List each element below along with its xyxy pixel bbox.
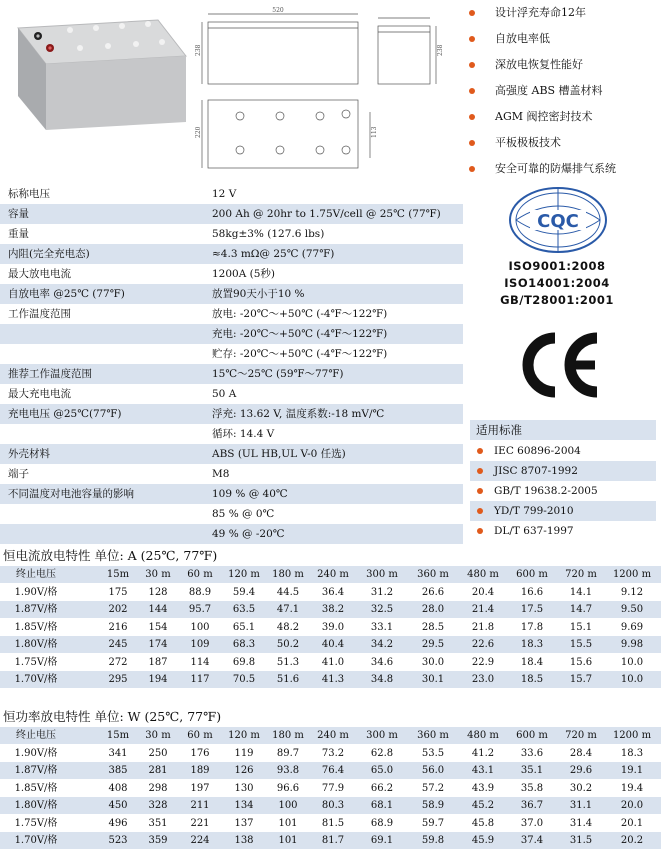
- table-cell: 9.69: [620, 621, 644, 633]
- spec-row: [0, 484, 463, 504]
- bullet-icon: [469, 10, 475, 16]
- table-cell: 18.3: [620, 747, 644, 759]
- table-cell: 100: [190, 621, 210, 633]
- table-cell: 221: [190, 817, 210, 829]
- spec-row: [0, 224, 463, 244]
- table-cell: 21.4: [471, 604, 495, 615]
- standard-item: JISC 8707-1992: [470, 461, 656, 481]
- table-cell: 45.8: [471, 817, 495, 829]
- spec-row: [0, 464, 463, 484]
- column-header: 300 m: [366, 730, 398, 741]
- column-header: 15m: [106, 569, 130, 580]
- table-cell: 30.0: [421, 656, 445, 668]
- spec-label: 最大放电电流: [8, 268, 71, 280]
- table-cell: 17.5: [520, 604, 544, 615]
- table-cell: 328: [148, 800, 168, 811]
- spec-row: [0, 264, 463, 284]
- table-cell: 134: [234, 800, 254, 811]
- table-cell: 59.8: [421, 835, 445, 846]
- column-header: 720 m: [565, 730, 597, 741]
- spec-row: [0, 244, 463, 264]
- table-cell: 137: [234, 817, 254, 829]
- column-header: 180 m: [272, 730, 304, 741]
- table-cell: 33.1: [370, 621, 394, 633]
- row-label: 1.70V/格: [14, 835, 58, 846]
- table-row: [0, 654, 661, 671]
- table-cell: 48.2: [276, 621, 300, 633]
- row-label: 1.80V/格: [14, 639, 58, 650]
- table-cell: 22.9: [471, 656, 495, 668]
- table-cell: 89.7: [276, 747, 300, 759]
- spec-value: 49 % @ -20℃: [212, 528, 285, 540]
- table-cell: 9.98: [620, 639, 644, 650]
- table-cell: 9.12: [620, 586, 644, 598]
- ce-mark: [515, 330, 605, 400]
- table-cell: 38.2: [321, 604, 345, 615]
- table-cell: 100: [278, 800, 298, 811]
- cert-gbt28001: GB/T28001:2001: [500, 293, 614, 307]
- standard-item: YD/T 799-2010: [470, 501, 656, 521]
- table-cell: 119: [234, 747, 254, 759]
- column-header: 60 m: [187, 730, 213, 741]
- table-cell: 39.0: [321, 621, 345, 633]
- column-header: 终止电压: [16, 569, 56, 580]
- table-cell: 43.1: [471, 765, 495, 776]
- table-cell: 20.0: [620, 800, 644, 811]
- table-cell: 36.7: [520, 800, 544, 811]
- table-cell: 59.7: [421, 817, 445, 829]
- column-header: 终止电压: [16, 730, 56, 741]
- table-cell: 15.1: [569, 621, 593, 633]
- table-row: [0, 619, 661, 636]
- column-header: 1200 m: [612, 730, 652, 741]
- table-cell: 341: [108, 747, 128, 759]
- spec-value: 200 Ah @ 20hr to 1.75V/cell @ 25℃ (77℉): [212, 208, 441, 220]
- spec-row: [0, 524, 463, 544]
- spec-row: [0, 184, 463, 204]
- spec-value: 循环: 14.4 V: [212, 428, 275, 440]
- table-cell: 359: [148, 835, 168, 846]
- column-header: 240 m: [317, 730, 349, 741]
- table-cell: 30.2: [569, 782, 593, 794]
- table-cell: 20.1: [620, 817, 644, 829]
- table-cell: 189: [190, 765, 210, 776]
- table-cell: 523: [108, 835, 128, 846]
- spec-row: [0, 304, 463, 324]
- table-cell: 70.5: [232, 674, 256, 685]
- spec-value: ABS (UL HB,UL V-0 任选): [212, 448, 346, 460]
- feature-item: 设计浮充寿命12年: [463, 0, 661, 26]
- table-cell: 22.6: [471, 639, 495, 650]
- spec-row: [0, 204, 463, 224]
- spec-value: 15℃～25℃ (59℉～77℉): [212, 368, 344, 380]
- feature-item: 自放电率低: [463, 26, 661, 52]
- column-header: 30 m: [145, 730, 171, 741]
- feature-item: 平板极板技术: [463, 130, 661, 156]
- table-cell: 114: [190, 656, 210, 668]
- table-cell: 128: [148, 586, 168, 598]
- spec-value: 12 V: [212, 188, 237, 200]
- table-cell: 65.0: [370, 765, 394, 776]
- table-cell: 31.5: [569, 835, 593, 846]
- column-header: 300 m: [366, 569, 398, 580]
- bullet-icon: [477, 468, 483, 474]
- spec-row: [0, 384, 463, 404]
- table-cell: 211: [190, 800, 210, 811]
- table-cell: 23.0: [471, 674, 495, 685]
- table-cell: 69.1: [370, 835, 394, 846]
- table-row: [0, 745, 661, 762]
- table-cell: 53.5: [421, 747, 445, 759]
- spec-row: [0, 504, 463, 524]
- table-cell: 250: [148, 747, 168, 759]
- table-cell: 14.1: [569, 586, 593, 598]
- spec-label: 重量: [8, 228, 29, 240]
- spec-value: ≈4.3 mΩ@ 25℃ (77℉): [212, 248, 335, 260]
- spec-label: 不同温度对电池容量的影响: [8, 488, 134, 500]
- table-cell: 28.0: [421, 604, 445, 615]
- table-cell: 29.5: [421, 639, 445, 650]
- row-label: 1.85V/格: [14, 782, 58, 794]
- spec-label: 容量: [8, 208, 29, 220]
- table-cell: 51.3: [276, 656, 300, 668]
- table-cell: 197: [190, 782, 210, 794]
- spec-value: 贮存: -20℃～+50℃ (-4℉～122℉): [212, 348, 388, 360]
- spec-row: [0, 404, 463, 424]
- table-cell: 224: [190, 835, 210, 846]
- spec-label: 充电电压 @25℃(77℉): [8, 408, 122, 420]
- bullet-icon: [469, 114, 475, 120]
- table-cell: 351: [148, 817, 168, 829]
- table-cell: 20.4: [471, 586, 495, 598]
- table-cell: 295: [108, 674, 128, 685]
- cqc-logo: [508, 186, 608, 254]
- spec-row: [0, 344, 463, 364]
- spec-label: 标称电压: [8, 188, 50, 200]
- table-cell: 281: [148, 765, 168, 776]
- table-cell: 57.2: [421, 782, 445, 794]
- column-header: 30 m: [145, 569, 171, 580]
- spec-row: [0, 284, 463, 304]
- table-cell: 28.5: [421, 621, 445, 633]
- table-cell: 175: [108, 586, 128, 598]
- spec-row: [0, 424, 463, 444]
- table-cell: 68.9: [370, 817, 394, 829]
- product-area: [0, 0, 463, 180]
- spec-value: 58kg±3% (127.6 lbs): [212, 228, 325, 240]
- spec-value: 充电: -20℃～+50℃ (-4℉～122℉): [212, 328, 388, 340]
- table-cell: 65.1: [232, 621, 256, 633]
- table-cell: 37.4: [520, 835, 544, 846]
- table-cell: 81.7: [321, 835, 345, 846]
- table-cell: 101: [278, 817, 298, 829]
- row-label: 1.75V/格: [14, 656, 58, 668]
- bullet-icon: [469, 140, 475, 146]
- table-cell: 59.4: [232, 586, 256, 598]
- table-cell: 187: [148, 656, 168, 668]
- bullet-icon: [477, 488, 483, 494]
- spec-value: 放置90天小于10 %: [212, 288, 305, 300]
- spec-label: 外壳材料: [8, 448, 50, 460]
- table-cell: 32.5: [370, 604, 394, 615]
- standard-item: GB/T 19638.2-2005: [470, 481, 656, 501]
- table-cell: 80.3: [321, 800, 345, 811]
- table-cell: 202: [108, 604, 128, 615]
- table-cell: 28.4: [569, 747, 593, 759]
- table-cell: 15.6: [569, 656, 593, 668]
- cert-iso14001: ISO14001:2004: [504, 276, 610, 290]
- row-label: 1.87V/格: [14, 604, 58, 615]
- feature-item: 高强度 ABS 槽盖材料: [463, 78, 661, 104]
- table-cell: 14.7: [569, 604, 593, 615]
- table-cell: 298: [148, 782, 168, 794]
- table-cell: 10.0: [620, 674, 644, 685]
- table-cell: 41.0: [321, 656, 345, 668]
- table-cell: 37.0: [520, 817, 544, 829]
- spec-value: 浮充: 13.62 V, 温度系数:-18 mV/℃: [212, 408, 385, 420]
- spec-value: M8: [212, 468, 230, 480]
- standard-item: DL/T 637-1997: [470, 521, 656, 541]
- table-cell: 45.9: [471, 835, 495, 846]
- table-cell: 31.1: [569, 800, 593, 811]
- column-header: 60 m: [187, 569, 213, 580]
- row-label: 1.70V/格: [14, 674, 58, 685]
- spec-value: 109 % @ 40℃: [212, 488, 288, 500]
- table-cell: 95.7: [188, 604, 212, 615]
- table-row: [0, 762, 661, 779]
- bullet-icon: [477, 508, 483, 514]
- table-cell: 30.1: [421, 674, 445, 685]
- table-cell: 35.1: [520, 765, 544, 776]
- spec-label: 内阻(完全充电态): [8, 248, 90, 260]
- table-cell: 47.1: [276, 604, 300, 615]
- table-cell: 109: [190, 639, 210, 650]
- current-table-title: 恒电流放电特性 单位: A (25℃, 77℉): [3, 548, 218, 563]
- column-header: 360 m: [417, 569, 449, 580]
- spec-row: [0, 324, 463, 344]
- column-header: 600 m: [516, 569, 548, 580]
- column-header: 360 m: [417, 730, 449, 741]
- feature-item: AGM 阀控密封技术: [463, 104, 661, 130]
- row-label: 1.90V/格: [14, 747, 58, 759]
- standards-header: 适用标准: [470, 420, 656, 440]
- dim-width: 220: [195, 126, 202, 138]
- column-header: 480 m: [467, 730, 499, 741]
- table-cell: 34.8: [370, 674, 394, 685]
- table-cell: 16.6: [520, 586, 544, 598]
- dimension-drawings: [196, 0, 458, 180]
- row-label: 1.80V/格: [14, 800, 58, 811]
- table-header-row: [0, 727, 661, 744]
- column-header: 480 m: [467, 569, 499, 580]
- spec-label: 推荐工作温度范围: [8, 368, 92, 380]
- table-cell: 450: [108, 800, 128, 811]
- table-cell: 9.50: [620, 604, 644, 615]
- table-row: [0, 601, 661, 618]
- table-cell: 117: [190, 674, 210, 685]
- table-cell: 36.4: [321, 586, 345, 598]
- table-cell: 138: [234, 835, 254, 846]
- table-cell: 15.7: [569, 674, 593, 685]
- table-cell: 245: [108, 639, 128, 650]
- spec-value: 85 % @ 0℃: [212, 508, 275, 520]
- row-label: 1.87V/格: [14, 765, 58, 776]
- bullet-icon: [477, 528, 483, 534]
- spec-label: 最大充电电流: [8, 388, 71, 400]
- table-cell: 51.6: [276, 674, 300, 685]
- column-header: 240 m: [317, 569, 349, 580]
- table-cell: 76.4: [321, 765, 345, 776]
- table-cell: 19.1: [620, 765, 644, 776]
- spec-value: 放电: -20℃～+50℃ (-4℉～122℉): [212, 308, 388, 320]
- row-label: 1.90V/格: [14, 586, 58, 598]
- table-cell: 31.4: [569, 817, 593, 829]
- battery-photo: [8, 18, 188, 133]
- dim-length: 520: [272, 7, 284, 14]
- table-cell: 58.9: [421, 800, 445, 811]
- table-cell: 18.4: [520, 656, 544, 668]
- bullet-icon: [469, 36, 475, 42]
- table-cell: 45.2: [471, 800, 495, 811]
- table-cell: 41.2: [471, 747, 495, 759]
- spec-row: [0, 444, 463, 464]
- table-cell: 26.6: [421, 586, 445, 598]
- table-cell: 35.8: [520, 782, 544, 794]
- table-cell: 408: [108, 782, 128, 794]
- table-cell: 81.5: [321, 817, 345, 829]
- table-cell: 77.9: [321, 782, 345, 794]
- feature-list: [463, 0, 661, 186]
- table-cell: 96.6: [276, 782, 300, 794]
- column-header: 120 m: [228, 569, 260, 580]
- table-header-row: [0, 566, 661, 583]
- table-cell: 41.3: [321, 674, 345, 685]
- table-cell: 144: [148, 604, 168, 615]
- table-cell: 34.6: [370, 656, 394, 668]
- table-cell: 18.3: [520, 639, 544, 650]
- bullet-icon: [469, 88, 475, 94]
- table-cell: 126: [234, 765, 254, 776]
- column-header: 720 m: [565, 569, 597, 580]
- table-cell: 33.6: [520, 747, 544, 759]
- table-cell: 43.9: [471, 782, 495, 794]
- table-cell: 93.8: [276, 765, 300, 776]
- dim-height: 238: [195, 44, 202, 56]
- table-cell: 68.1: [370, 800, 394, 811]
- column-header: 15m: [106, 730, 130, 741]
- table-cell: 73.2: [321, 747, 345, 759]
- table-cell: 194: [148, 674, 168, 685]
- table-cell: 56.0: [421, 765, 445, 776]
- table-cell: 15.5: [569, 639, 593, 650]
- table-row: [0, 671, 661, 688]
- table-cell: 62.8: [370, 747, 394, 759]
- table-row: [0, 636, 661, 653]
- table-cell: 385: [108, 765, 128, 776]
- row-label: 1.75V/格: [14, 817, 58, 829]
- table-cell: 50.2: [276, 639, 300, 650]
- table-cell: 10.0: [620, 656, 644, 668]
- table-row: [0, 797, 661, 814]
- table-cell: 130: [234, 782, 254, 794]
- spec-value: 1200A (5秒): [212, 268, 276, 280]
- table-row: [0, 832, 661, 849]
- bullet-icon: [469, 62, 475, 68]
- table-cell: 34.2: [370, 639, 394, 650]
- table-cell: 174: [148, 639, 168, 650]
- cert-iso9001: ISO9001:2008: [508, 259, 606, 273]
- spec-label: 自放电率 @25℃ (77℉): [8, 288, 125, 300]
- table-cell: 272: [108, 656, 128, 668]
- dim-height2: 238: [437, 44, 444, 56]
- column-header: 600 m: [516, 730, 548, 741]
- table-cell: 44.5: [276, 586, 300, 598]
- table-row: [0, 780, 661, 797]
- table-cell: 68.3: [232, 639, 256, 650]
- table-row: [0, 815, 661, 832]
- column-header: 1200 m: [612, 569, 652, 580]
- table-cell: 496: [108, 817, 128, 829]
- table-cell: 63.5: [232, 604, 256, 615]
- table-cell: 101: [278, 835, 298, 846]
- bullet-icon: [477, 448, 483, 454]
- table-cell: 18.5: [520, 674, 544, 685]
- row-label: 1.85V/格: [14, 621, 58, 633]
- spec-label: 端子: [8, 468, 29, 480]
- power-table-title: 恒功率放电特性 单位: W (25℃, 77℉): [3, 709, 222, 724]
- table-cell: 66.2: [370, 782, 394, 794]
- spec-row: [0, 364, 463, 384]
- table-cell: 216: [108, 621, 128, 633]
- table-cell: 21.8: [471, 621, 495, 633]
- table-cell: 176: [190, 747, 210, 759]
- table-cell: 19.4: [620, 782, 644, 794]
- feature-item: 深放电恢复性能好: [463, 52, 661, 78]
- table-row: [0, 584, 661, 601]
- bullet-icon: [469, 166, 475, 172]
- column-header: 180 m: [272, 569, 304, 580]
- column-header: 120 m: [228, 730, 260, 741]
- table-cell: 31.2: [370, 586, 394, 598]
- standard-item: IEC 60896-2004: [470, 441, 656, 461]
- table-cell: 17.8: [520, 621, 544, 633]
- spec-value: 50 A: [212, 388, 237, 400]
- spec-label: 工作温度范围: [8, 308, 71, 320]
- table-cell: 29.6: [569, 765, 593, 776]
- table-cell: 69.8: [232, 656, 256, 668]
- table-cell: 20.2: [620, 835, 644, 846]
- table-cell: 154: [148, 621, 168, 633]
- table-cell: 40.4: [321, 639, 345, 650]
- dim-term-pitch: 113: [371, 126, 378, 138]
- feature-item: 安全可靠的防爆排气系统: [463, 156, 661, 182]
- svg-text:CQC: CQC: [537, 211, 579, 232]
- table-cell: 88.9: [188, 586, 212, 598]
